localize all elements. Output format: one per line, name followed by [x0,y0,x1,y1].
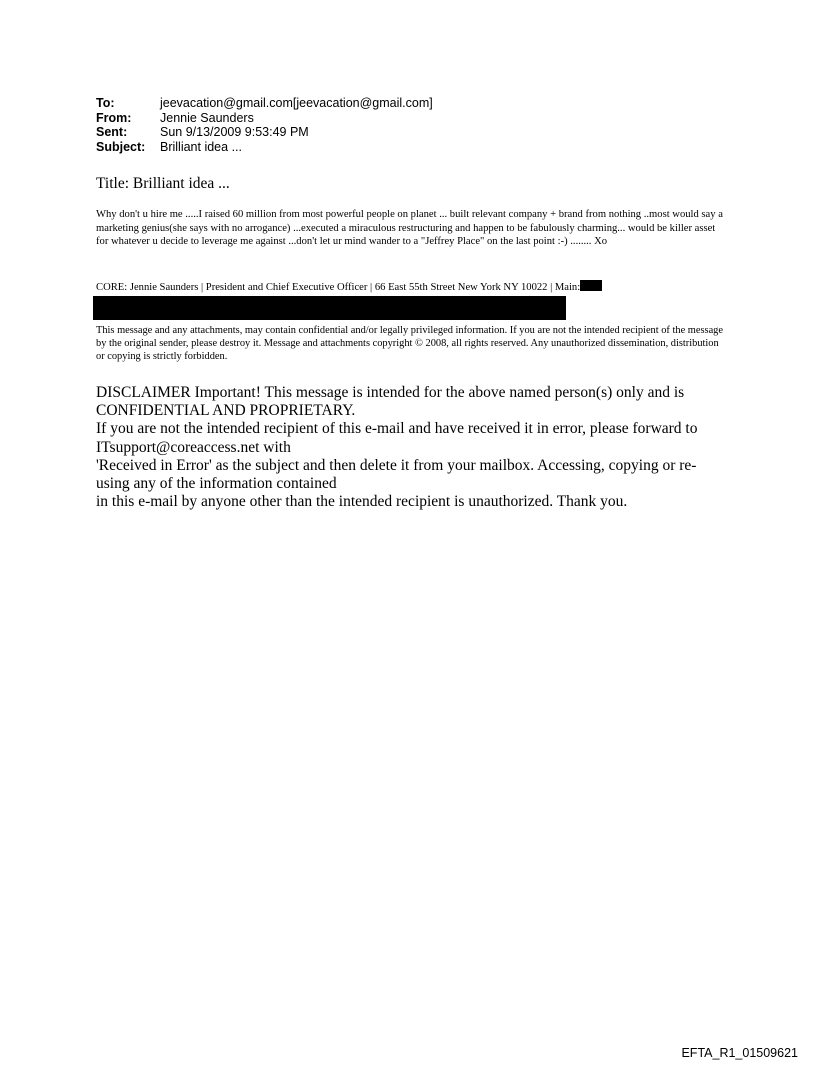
redaction-bar [93,296,566,320]
sent-label: Sent: [96,125,128,139]
document-id: EFTA_R1_01509621 [681,1046,798,1060]
to-value: jeevacation@gmail.com[jeevacation@gmail.com] [160,96,433,110]
disclaimer-line-1: DISCLAIMER Important! This message is intended for the above named person(s) only and is CONFIDENTIAL AND PROPRIETARY. [96,384,685,420]
from-label: From: [96,110,132,125]
sent-value: Sun 9/13/2009 9:53:49 PM [160,125,309,139]
subject-label: Subject: [96,139,146,154]
to-label: To: [96,96,115,110]
confidentiality-notice: This message and any attachments, may contain confidential and/or legally privileged information. If you are not the intended recipient of the message by the original sender, please destroy it. Message and attachments copyright © 2008, all rights reserved. Any unauthorized dissemination, distribution or copying is strictly forbidden. [96,325,723,362]
signature-line [96,280,602,294]
disclaimer-block [96,384,726,511]
message-title: Title: Brilliant idea ... [96,175,230,192]
disclaimer-line-4: in this e-mail by anyone other than the intended recipient is unauthorized. Thank you. [96,493,628,511]
disclaimer-line-3: 'Received in Error' as the subject and then delete it from your mailbox. Accessing, copying or re-using any of the information contained [96,456,697,493]
to-row [96,96,433,111]
from-value: Jennie Saunders [160,110,254,125]
subject-row [96,140,433,155]
disclaimer-line-2: If you are not the intended recipient of this e-mail and have received it in error, please forward to ITsupport@coreaccess.net with [96,420,698,456]
redaction-inline [580,280,602,291]
message-body: Why don't u hire me .....I raised 60 million from most powerful people on planet ... built relevant company + brand from nothing ..most would say a marketing genius(she says with no arrogance) ...executed a miraculous restructuring and happen to be fabulously charming... would be killer asset for whatever u decide to leverage me against ...don't let ur mind wander to a "Jeffrey Place" on the last point :-) ........ Xo [96,209,723,248]
email-header [96,96,433,154]
from-row [96,111,433,126]
subject-value: Brilliant idea ... [160,139,242,154]
signature-text: CORE: Jennie Saunders | President and Chief Executive Officer | 66 East 55th Street New York NY 10022 | Main: [96,282,581,293]
sent-row [96,125,433,140]
